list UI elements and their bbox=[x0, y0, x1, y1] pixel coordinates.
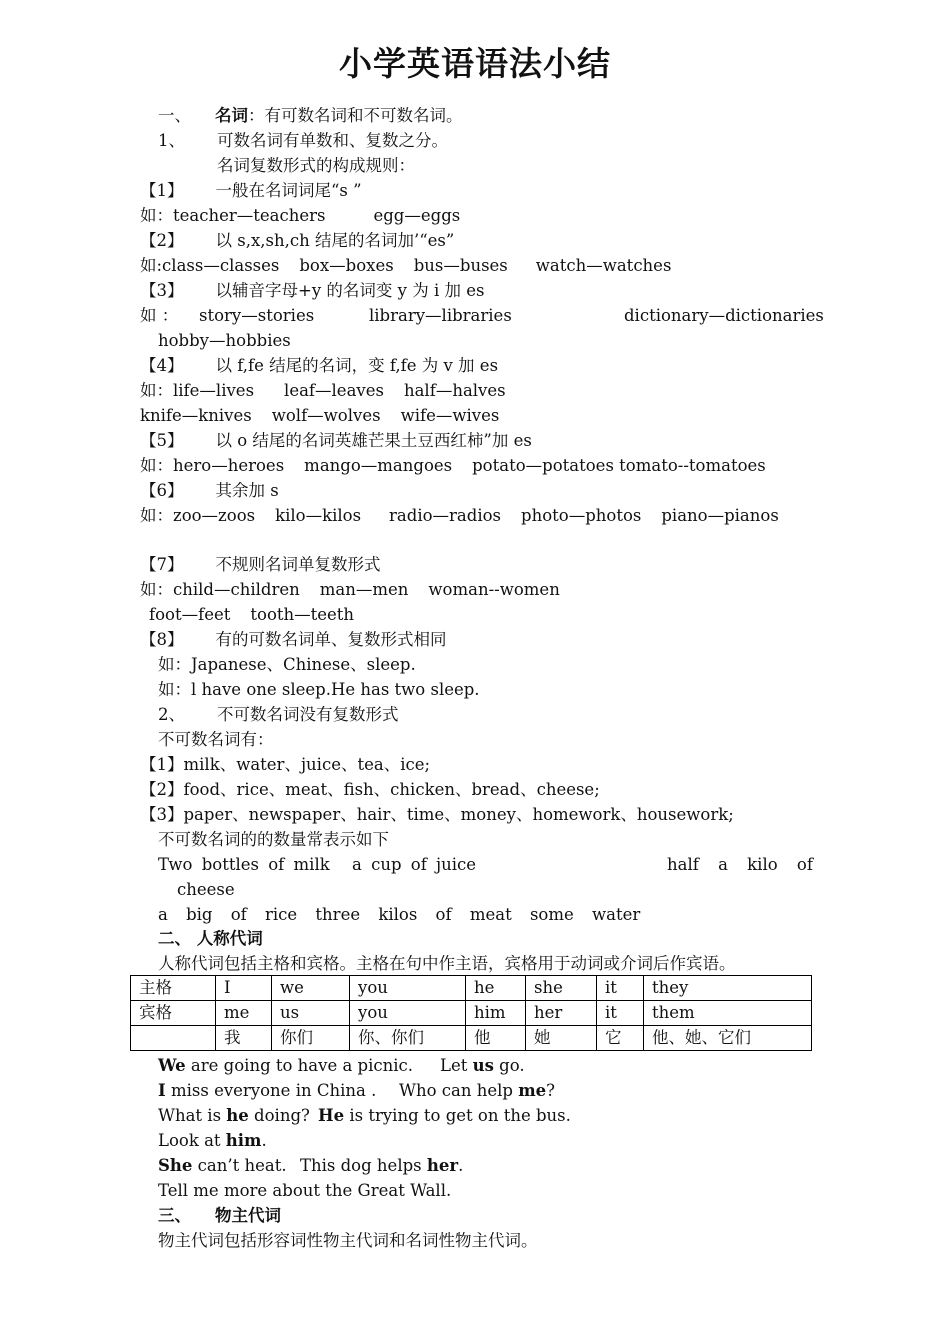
pronoun: He bbox=[318, 1106, 345, 1125]
table-cell: 主格 bbox=[131, 976, 216, 1001]
rule-4-examples-1 bbox=[140, 380, 506, 402]
sentence: miss everyone in China . bbox=[165, 1081, 377, 1100]
example: watch—watches bbox=[535, 256, 672, 275]
pronoun: me bbox=[518, 1081, 547, 1100]
pronoun-example-5 bbox=[158, 1155, 287, 1177]
table-cell: he bbox=[466, 976, 526, 1001]
sentence: go. bbox=[493, 1056, 525, 1075]
example: half—halves bbox=[403, 381, 506, 400]
quantity-example-b: a cup of juice bbox=[352, 855, 477, 874]
rule-number: 【1】 bbox=[140, 181, 184, 200]
rule-3-example-e: hobby—hobbies bbox=[158, 331, 291, 350]
section-text: ：有可数名词和不可数名词。 bbox=[248, 106, 463, 125]
rule-8-example-b: 如：l have one sleep.He has two sleep. bbox=[158, 680, 480, 699]
table-cell: it bbox=[597, 1001, 644, 1026]
rule-8-example-a: 如：Japanese、Chinese、sleep. bbox=[158, 655, 416, 674]
subsection-2 bbox=[158, 704, 399, 726]
uncountable-group-2: 【2】food、rice、meat、fish、chicken、bread、cheese; bbox=[140, 780, 600, 799]
pronoun: She bbox=[158, 1156, 193, 1175]
pronoun-example-1b bbox=[440, 1055, 525, 1077]
table-row-meaning bbox=[131, 1026, 812, 1051]
example: box—boxes bbox=[299, 256, 394, 275]
pronoun-example-4 bbox=[158, 1130, 267, 1152]
example: 如：teacher—teachers bbox=[140, 206, 326, 225]
subsection-text: 可数名词有单数和、复数之分。 bbox=[217, 131, 448, 150]
rule-text: 以辅音字母+y 的名词变 y 为 i 加 es bbox=[215, 281, 485, 300]
sentence: This dog helps bbox=[300, 1156, 427, 1175]
example: knife—knives bbox=[140, 406, 252, 425]
rule-text: 不规则名词单复数形式 bbox=[215, 555, 381, 574]
pronoun-example-2 bbox=[158, 1080, 376, 1102]
page-title: 小学英语语法小结 bbox=[339, 44, 611, 83]
rule-1-examples bbox=[140, 205, 460, 227]
rule-7-examples-2 bbox=[149, 604, 354, 626]
rule-7-examples-1 bbox=[140, 579, 560, 601]
sentence: doing? bbox=[248, 1106, 310, 1125]
quantity-intro: 不可数名词的的数量常表示如下 bbox=[158, 830, 389, 849]
pronoun: We bbox=[158, 1056, 186, 1075]
pronoun-example-5b bbox=[300, 1155, 463, 1177]
section-2-intro: 人称代词包括主格和宾格。主格在句中作主语，宾格用于动词或介词后作宾语。 bbox=[158, 954, 736, 973]
section-3-heading bbox=[158, 1205, 281, 1227]
rule-text: 以 f,fe 结尾的名词，变 f,fe 为 v 加 es bbox=[215, 356, 499, 375]
pronoun-example-6: Tell me more about the Great Wall. bbox=[158, 1181, 452, 1200]
uncountable-intro: 不可数名词有： bbox=[158, 730, 274, 749]
table-cell: you bbox=[350, 1001, 466, 1026]
section-number: 三、 bbox=[158, 1206, 191, 1225]
rule-2 bbox=[140, 230, 454, 252]
example: bus—buses bbox=[413, 256, 508, 275]
table-cell: 你、你们 bbox=[350, 1026, 466, 1051]
table-cell: you bbox=[350, 976, 466, 1001]
example: wolf—wolves bbox=[271, 406, 381, 425]
section-1-heading bbox=[158, 105, 463, 127]
table-cell: 他、她、它们 bbox=[644, 1026, 812, 1051]
example: 如：hero—heroes bbox=[140, 456, 285, 475]
example: man—men bbox=[319, 580, 409, 599]
rule-3-example-c: library—libraries bbox=[369, 306, 512, 325]
subsection-number: 2、 bbox=[158, 705, 185, 724]
quantity-example-a: Two bottles of milk bbox=[158, 855, 330, 874]
example: egg—eggs bbox=[373, 206, 461, 225]
sentence: is trying to get on the bus. bbox=[344, 1106, 571, 1125]
section-2-heading: 二、 人称代词 bbox=[158, 929, 263, 948]
sentence: Let bbox=[440, 1056, 473, 1075]
table-cell: him bbox=[466, 1001, 526, 1026]
rule-4 bbox=[140, 355, 498, 377]
table-cell: 你们 bbox=[272, 1026, 350, 1051]
rule-5 bbox=[140, 430, 532, 452]
rule-6 bbox=[140, 480, 279, 502]
rule-4-examples-2 bbox=[140, 405, 499, 427]
subsection-text: 不可数名词没有复数形式 bbox=[217, 705, 399, 724]
table-cell: I bbox=[216, 976, 272, 1001]
pronoun: I bbox=[158, 1081, 166, 1100]
rule-text: 一般在名词词尾“s ” bbox=[215, 181, 362, 200]
rule-7 bbox=[140, 554, 381, 576]
table-cell: 宾格 bbox=[131, 1001, 216, 1026]
rule-number: 【2】 bbox=[140, 231, 184, 250]
section-3-intro: 物主代词包括形容词性物主代词和名词性物主代词。 bbox=[158, 1231, 538, 1250]
pronoun: her bbox=[426, 1156, 459, 1175]
subsection-1 bbox=[158, 130, 448, 152]
rule-number: 【6】 bbox=[140, 481, 184, 500]
sentence: are going to have a picnic. bbox=[185, 1056, 414, 1075]
rules-intro: 名词复数形式的构成规则： bbox=[217, 156, 415, 175]
pronoun: him bbox=[225, 1131, 262, 1150]
table-cell: 我 bbox=[216, 1026, 272, 1051]
uncountable-group-1: 【1】milk、water、juice、tea、ice; bbox=[140, 755, 431, 774]
example: foot—feet bbox=[149, 605, 231, 624]
example: woman--women bbox=[428, 580, 560, 599]
rule-number: 【3】 bbox=[140, 281, 184, 300]
quantity-example-c: half a kilo of bbox=[667, 855, 813, 874]
table-cell bbox=[131, 1026, 216, 1051]
example: potato—potatoes tomato--tomatoes bbox=[472, 456, 766, 475]
rule-3 bbox=[140, 280, 484, 302]
quantity-example-e: a big of rice three kilos of meat some water bbox=[158, 905, 641, 924]
rule-5-examples bbox=[140, 455, 766, 477]
sentence: What is bbox=[158, 1106, 227, 1125]
sentence: . bbox=[261, 1131, 267, 1150]
table-cell: it bbox=[597, 976, 644, 1001]
sentence: . bbox=[458, 1156, 464, 1175]
table-cell: we bbox=[272, 976, 350, 1001]
subsection-number: 1、 bbox=[158, 131, 185, 150]
rule-3-example-d: dictionary—dictionaries bbox=[624, 306, 824, 325]
rule-text: 以 o 结尾的名词英雄芒果土豆西红柿”加 es bbox=[215, 431, 532, 450]
pronoun-example-1 bbox=[158, 1055, 413, 1077]
pronoun-example-3 bbox=[158, 1105, 310, 1127]
pronoun: he bbox=[226, 1106, 249, 1125]
table-cell: she bbox=[526, 976, 597, 1001]
table-cell: me bbox=[216, 1001, 272, 1026]
example: kilo—kilos bbox=[275, 506, 362, 525]
example: piano—pianos bbox=[661, 506, 779, 525]
table-cell: her bbox=[526, 1001, 597, 1026]
table-cell: us bbox=[272, 1001, 350, 1026]
example: mango—mangoes bbox=[304, 456, 453, 475]
table-cell: they bbox=[644, 976, 812, 1001]
uncountable-group-3: 【3】paper、newspaper、hair、time、money、homework、housework; bbox=[140, 805, 734, 824]
pronoun-example-2b bbox=[399, 1080, 555, 1102]
example: 如:class—classes bbox=[140, 256, 280, 275]
rule-text: 其余加 s bbox=[215, 481, 279, 500]
rule-3-example-a: 如 ： bbox=[140, 306, 179, 325]
sentence: ? bbox=[546, 1081, 556, 1100]
rule-2-examples bbox=[140, 255, 671, 277]
pronoun: us bbox=[472, 1056, 494, 1075]
section-label: 物主代词 bbox=[215, 1206, 281, 1225]
example: wife—wives bbox=[400, 406, 500, 425]
rule-number: 【4】 bbox=[140, 356, 184, 375]
example: tooth—teeth bbox=[250, 605, 355, 624]
rule-3-example-b: story—stories bbox=[199, 306, 315, 325]
rule-8 bbox=[140, 629, 447, 651]
example: leaf—leaves bbox=[284, 381, 384, 400]
example: 如：zoo—zoos bbox=[140, 506, 256, 525]
pronoun-table bbox=[130, 975, 812, 1051]
table-cell: them bbox=[644, 1001, 812, 1026]
table-cell: 他 bbox=[466, 1026, 526, 1051]
rule-text: 有的可数名词单、复数形式相同 bbox=[215, 630, 447, 649]
sentence: Who can help bbox=[399, 1081, 519, 1100]
table-cell: 她 bbox=[526, 1026, 597, 1051]
sentence: Look at bbox=[158, 1131, 226, 1150]
pronoun-example-3b bbox=[318, 1105, 571, 1127]
table-row-object bbox=[131, 1001, 812, 1026]
section-label: 名词 bbox=[215, 106, 248, 125]
example: 如：child—children bbox=[140, 580, 300, 599]
example: photo—photos bbox=[521, 506, 642, 525]
table-row-subject bbox=[131, 976, 812, 1001]
rule-number: 【5】 bbox=[140, 431, 184, 450]
example: 如：life—lives bbox=[140, 381, 255, 400]
rule-1 bbox=[140, 180, 362, 202]
quantity-example-d: cheese bbox=[177, 880, 235, 899]
rule-number: 【8】 bbox=[140, 630, 184, 649]
section-number: 一、 bbox=[158, 106, 191, 125]
rule-6-examples bbox=[140, 505, 779, 527]
example: radio—radios bbox=[389, 506, 502, 525]
rule-number: 【7】 bbox=[140, 555, 184, 574]
table-cell: 它 bbox=[597, 1026, 644, 1051]
rule-text: 以 s,x,sh,ch 结尾的名词加’“es” bbox=[215, 231, 455, 250]
sentence: can’t heat. bbox=[192, 1156, 287, 1175]
